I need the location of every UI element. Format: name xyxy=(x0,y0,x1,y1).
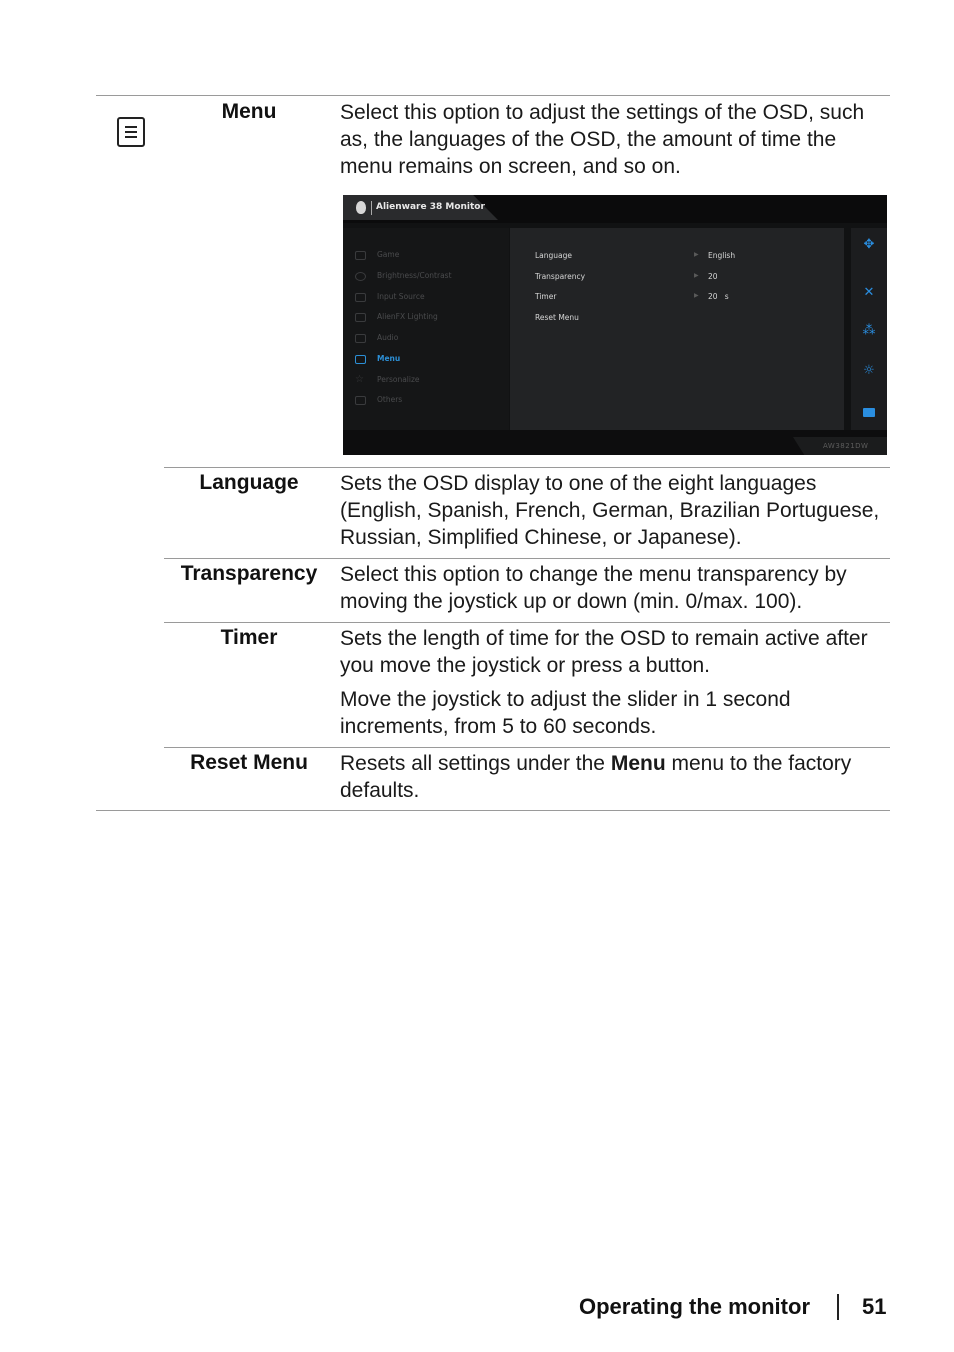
speaker-icon xyxy=(355,334,366,343)
reset-menu-desc-text: Resets all settings under the xyxy=(340,752,611,775)
menu-term: Menu xyxy=(221,100,277,123)
brightness-icon[interactable]: ☼ xyxy=(863,363,875,378)
osd-title-separator xyxy=(371,201,372,215)
transparency-term: Transparency xyxy=(180,562,318,585)
osd-model-label: AW3821DW xyxy=(823,442,869,450)
document-menu-icon xyxy=(117,117,145,147)
osd-setting-timer[interactable] xyxy=(535,292,835,306)
osd-menu-label: AlienFX Lighting xyxy=(377,312,438,321)
osd-menu-label: Others xyxy=(377,395,403,404)
input-icon[interactable] xyxy=(860,406,878,422)
close-icon[interactable]: ✕ xyxy=(863,285,875,300)
menu-description: Select this option to adjust the settings of the OSD, such as, the languages of the OSD, the amount of time the menu remains on screen, and so on. xyxy=(340,101,865,178)
osd-menu-label: Audio xyxy=(377,333,399,342)
osd-menu-item-others[interactable] xyxy=(343,394,509,410)
gamepad-icon xyxy=(355,251,366,260)
transparency-description: Select this option to change the menu transparency by moving the joystick up or down (min. 0/max. 100). xyxy=(340,563,847,613)
osd-setting-reset-menu[interactable] xyxy=(535,313,835,327)
osd-menu-item-alienfx-lighting[interactable] xyxy=(343,311,509,327)
alien-logo-icon xyxy=(356,201,366,214)
osd-setting-value: English xyxy=(708,251,736,260)
menu-icon xyxy=(355,355,366,364)
osd-setting-label: Reset Menu xyxy=(535,313,579,322)
footer-separator xyxy=(837,1294,839,1320)
osd-menu-label: Game xyxy=(377,250,400,259)
timer-term: Timer xyxy=(220,626,278,649)
arrow-right-icon: ▶ xyxy=(694,292,699,299)
osd-menu-label: Brightness/Contrast xyxy=(377,271,452,280)
arrow-right-icon: ▶ xyxy=(694,251,699,258)
joystick-icon[interactable]: ✥ xyxy=(863,237,875,252)
input-source-icon xyxy=(355,293,366,302)
row-divider-transparency xyxy=(164,558,890,559)
reset-menu-desc-text-end: menu to the factory defaults. xyxy=(340,752,852,802)
star-icon: ☆ xyxy=(355,374,364,385)
osd-setting-value: 20 s xyxy=(708,292,729,301)
osd-screenshot xyxy=(343,195,887,455)
arrow-right-icon: ▶ xyxy=(694,272,699,279)
osd-menu-item-brightness-contrast[interactable] xyxy=(343,270,509,286)
osd-setting-label: Transparency xyxy=(535,272,586,281)
row-divider-language xyxy=(164,467,890,468)
page-number: 51 xyxy=(862,1294,887,1319)
osd-menu-item-menu[interactable] xyxy=(343,353,509,369)
row-divider-timer xyxy=(164,622,890,623)
fx-icon xyxy=(355,313,366,322)
osd-setting-value: 20 xyxy=(708,272,718,281)
osd-setting-label: Language xyxy=(535,251,573,260)
timer-description-2: Move the joystick to adjust the slider in 1 second increments, from 5 to 60 seconds. xyxy=(340,688,791,738)
row-divider-reset-menu xyxy=(164,747,890,748)
reset-menu-term: Reset Menu xyxy=(190,751,308,774)
sun-icon xyxy=(355,272,366,281)
osd-menu-label: Input Source xyxy=(377,292,425,301)
osd-title: Alienware 38 Monitor xyxy=(376,202,485,212)
osd-menu-item-input-source[interactable] xyxy=(343,291,509,307)
osd-menu-label: Personalize xyxy=(377,375,420,384)
timer-description: Sets the length of time for the OSD to remain active after you move the joystick or press a button. xyxy=(340,627,868,677)
osd-menu-item-personalize[interactable] xyxy=(343,374,509,390)
osd-menu-item-game[interactable] xyxy=(343,249,509,265)
table-bottom-rule xyxy=(96,810,890,811)
osd-setting-language[interactable] xyxy=(535,251,835,265)
table-top-rule xyxy=(96,95,890,96)
preset-icon[interactable]: ⁂ xyxy=(862,323,876,338)
language-term: Language xyxy=(199,471,299,494)
osd-menu-label: Menu xyxy=(377,354,401,363)
others-icon xyxy=(355,396,366,405)
footer-section-title: Operating the monitor xyxy=(579,1294,810,1319)
reset-menu-description xyxy=(340,750,888,804)
osd-setting-label: Timer xyxy=(535,292,557,301)
osd-setting-transparency[interactable] xyxy=(535,272,835,286)
osd-menu-item-audio[interactable] xyxy=(343,332,509,348)
reset-menu-desc-bold: Menu xyxy=(610,752,666,775)
language-description: Sets the OSD display to one of the eight languages (English, Spanish, French, German, Brazilian Portuguese, Russian, Simplified Chinese, or Japanese). xyxy=(340,472,880,549)
